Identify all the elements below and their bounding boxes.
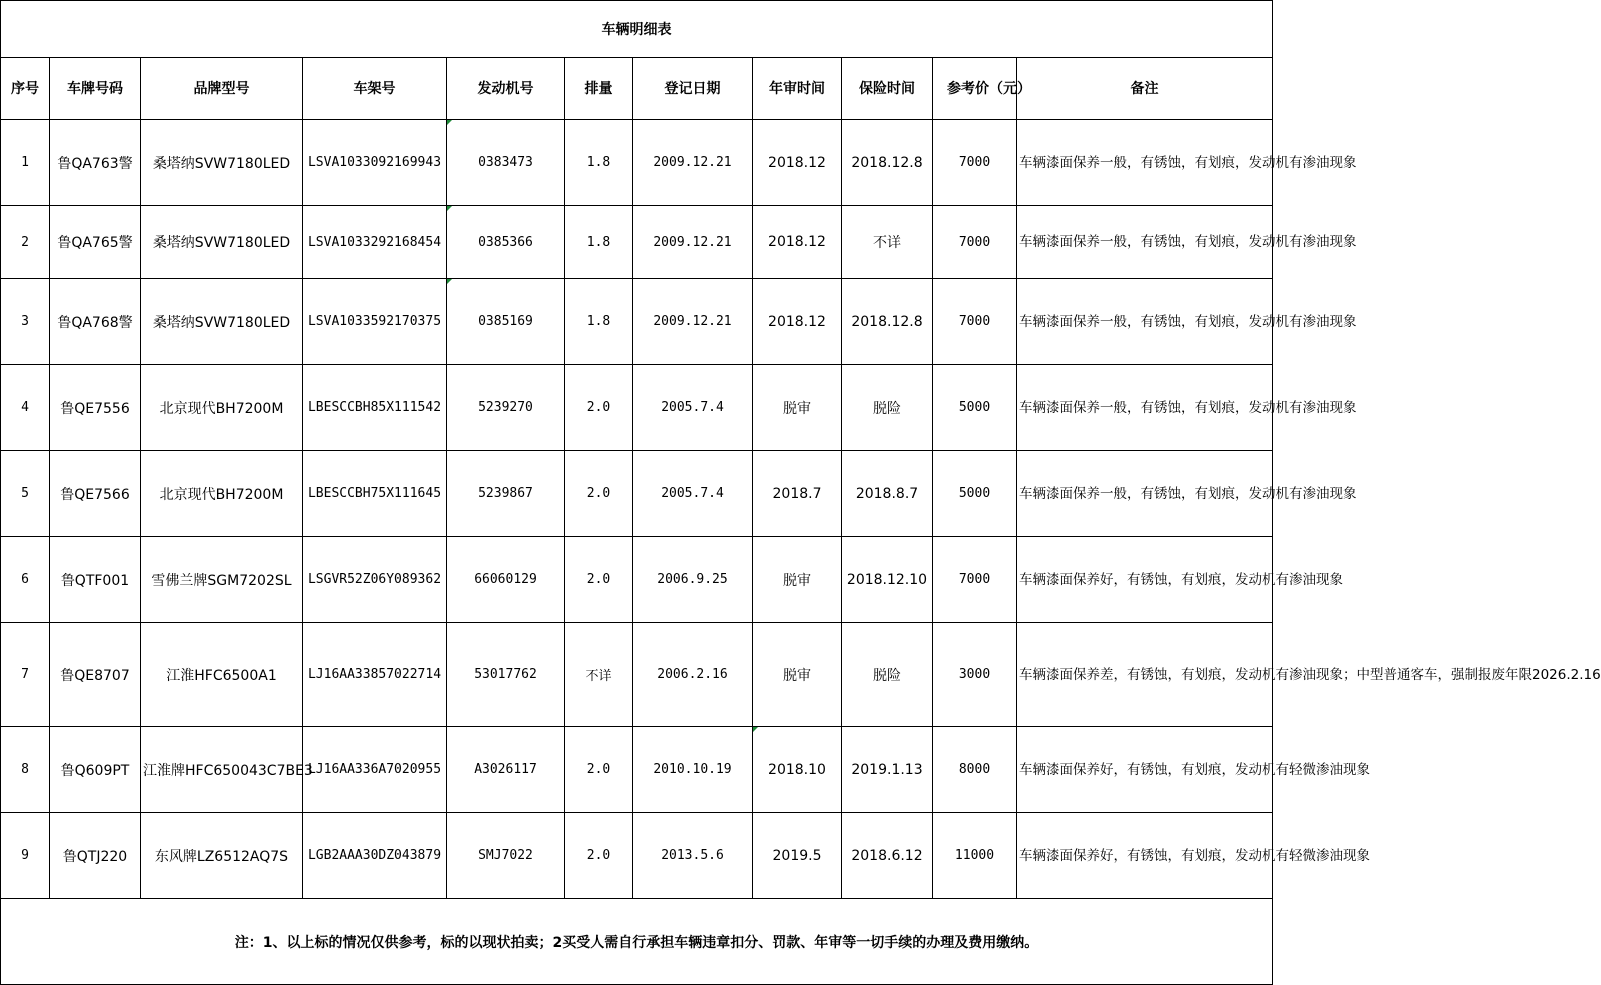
vin-cell: LJ16AA33857022714: [303, 623, 447, 727]
vin-cell: LGB2AAA30DZ043879: [303, 813, 447, 899]
inspection-cell: 2018.12: [753, 206, 842, 279]
displacement-cell: 2.0: [565, 727, 633, 813]
seq-cell: 2: [1, 206, 50, 279]
header-seq: 序号: [1, 58, 50, 120]
remarks-cell: 车辆漆面保养好，有锈蚀，有划痕，发动机有轻微渗油现象: [1017, 813, 1273, 899]
vin-cell: LSVA1033092169943: [303, 120, 447, 206]
plate-cell: 鲁QA765警: [50, 206, 141, 279]
inspection-cell: 脱审: [753, 623, 842, 727]
engine-cell: 66060129: [447, 537, 565, 623]
table-title: 车辆明细表: [1, 1, 1273, 58]
reg-date-cell: 2009.12.21: [633, 120, 753, 206]
price-cell: 8000: [933, 727, 1017, 813]
inspection-cell: 2018.10: [753, 727, 842, 813]
insurance-cell: 不详: [842, 206, 933, 279]
insurance-cell: 2018.12.8: [842, 120, 933, 206]
model-cell: 江淮HFC6500A1: [141, 623, 303, 727]
reg-date-cell: 2013.5.6: [633, 813, 753, 899]
header-price: 参考价（元）: [933, 58, 1017, 120]
insurance-cell: 脱险: [842, 623, 933, 727]
header-engine: 发动机号: [447, 58, 565, 120]
displacement-cell: 不详: [565, 623, 633, 727]
table-row: [1, 537, 1273, 623]
insurance-cell: 2018.6.12: [842, 813, 933, 899]
price-cell: 3000: [933, 623, 1017, 727]
vin-cell: LBESCCBH85X111542: [303, 365, 447, 451]
displacement-cell: 1.8: [565, 120, 633, 206]
header-model: 品牌型号: [141, 58, 303, 120]
table-row: [1, 727, 1273, 813]
price-cell: 7000: [933, 279, 1017, 365]
insurance-cell: 2018.8.7: [842, 451, 933, 537]
insurance-cell: 2018.12.8: [842, 279, 933, 365]
engine-cell: 5239867: [447, 451, 565, 537]
vin-cell: LSVA1033292168454: [303, 206, 447, 279]
seq-cell: 4: [1, 365, 50, 451]
remarks-cell: 车辆漆面保养差，有锈蚀，有划痕，发动机有渗油现象；中型普通客车，强制报废年限2026.2.16: [1017, 623, 1273, 727]
model-cell: 桑塔纳SVW7180LED: [141, 206, 303, 279]
remarks-cell: 车辆漆面保养一般，有锈蚀，有划痕，发动机有渗油现象: [1017, 365, 1273, 451]
seq-cell: 5: [1, 451, 50, 537]
displacement-cell: 2.0: [565, 813, 633, 899]
remarks-cell: 车辆漆面保养一般，有锈蚀，有划痕，发动机有渗油现象: [1017, 120, 1273, 206]
table-row: [1, 451, 1273, 537]
header-inspection: 年审时间: [753, 58, 842, 120]
table-row: [1, 279, 1273, 365]
plate-cell: 鲁QA768警: [50, 279, 141, 365]
reg-date-cell: 2009.12.21: [633, 206, 753, 279]
engine-cell: A3026117: [447, 727, 565, 813]
header-remarks: 备注: [1017, 58, 1273, 120]
price-cell: 7000: [933, 120, 1017, 206]
price-cell: 11000: [933, 813, 1017, 899]
reg-date-cell: 2006.9.25: [633, 537, 753, 623]
insurance-cell: 2019.1.13: [842, 727, 933, 813]
engine-cell: 0385169: [447, 279, 565, 365]
remarks-cell: 车辆漆面保养一般，有锈蚀，有划痕，发动机有渗油现象: [1017, 279, 1273, 365]
vin-cell: LSVA1033592170375: [303, 279, 447, 365]
price-cell: 7000: [933, 206, 1017, 279]
plate-cell: 鲁QE8707: [50, 623, 141, 727]
seq-cell: 7: [1, 623, 50, 727]
header-row: [1, 58, 1273, 120]
table-row: [1, 813, 1273, 899]
plate-cell: 鲁QE7566: [50, 451, 141, 537]
seq-cell: 3: [1, 279, 50, 365]
header-displacement: 排量: [565, 58, 633, 120]
seq-cell: 1: [1, 120, 50, 206]
reg-date-cell: 2009.12.21: [633, 279, 753, 365]
model-cell: 江淮牌HFC650043C7BE3: [141, 727, 303, 813]
price-cell: 5000: [933, 451, 1017, 537]
remarks-cell: 车辆漆面保养一般，有锈蚀，有划痕，发动机有渗油现象: [1017, 206, 1273, 279]
table-row: [1, 623, 1273, 727]
remarks-cell: 车辆漆面保养好，有锈蚀，有划痕，发动机有轻微渗油现象: [1017, 727, 1273, 813]
model-cell: 桑塔纳SVW7180LED: [141, 120, 303, 206]
remarks-cell: 车辆漆面保养好，有锈蚀，有划痕，发动机有渗油现象: [1017, 537, 1273, 623]
engine-cell: 53017762: [447, 623, 565, 727]
inspection-cell: 脱审: [753, 365, 842, 451]
displacement-cell: 2.0: [565, 451, 633, 537]
seq-cell: 6: [1, 537, 50, 623]
plate-cell: 鲁QE7556: [50, 365, 141, 451]
model-cell: 桑塔纳SVW7180LED: [141, 279, 303, 365]
reg-date-cell: 2005.7.4: [633, 451, 753, 537]
remarks-cell: 车辆漆面保养一般，有锈蚀，有划痕，发动机有渗油现象: [1017, 451, 1273, 537]
inspection-cell: 2018.7: [753, 451, 842, 537]
price-cell: 7000: [933, 537, 1017, 623]
vin-cell: LBESCCBH75X111645: [303, 451, 447, 537]
displacement-cell: 1.8: [565, 279, 633, 365]
table-row: [1, 365, 1273, 451]
displacement-cell: 1.8: [565, 206, 633, 279]
table-row: [1, 120, 1273, 206]
model-cell: 北京现代BH7200M: [141, 451, 303, 537]
engine-cell: SMJ7022: [447, 813, 565, 899]
displacement-cell: 2.0: [565, 365, 633, 451]
header-insurance: 保险时间: [842, 58, 933, 120]
displacement-cell: 2.0: [565, 537, 633, 623]
inspection-cell: 脱审: [753, 537, 842, 623]
insurance-cell: 脱险: [842, 365, 933, 451]
footer-note: 注：1、以上标的情况仅供参考，标的以现状拍卖；2买受人需自行承担车辆违章扣分、罚款、年审等一切手续的办理及费用缴纳。: [1, 899, 1273, 985]
model-cell: 东风牌LZ6512AQ7S: [141, 813, 303, 899]
plate-cell: 鲁QTJ220: [50, 813, 141, 899]
header-plate: 车牌号码: [50, 58, 141, 120]
seq-cell: 9: [1, 813, 50, 899]
seq-cell: 8: [1, 727, 50, 813]
plate-cell: 鲁Q609PT: [50, 727, 141, 813]
engine-cell: 0383473: [447, 120, 565, 206]
reg-date-cell: 2010.10.19: [633, 727, 753, 813]
insurance-cell: 2018.12.10: [842, 537, 933, 623]
engine-cell: 0385366: [447, 206, 565, 279]
model-cell: 雪佛兰牌SGM7202SL: [141, 537, 303, 623]
table-row: [1, 206, 1273, 279]
inspection-cell: 2018.12: [753, 279, 842, 365]
reg-date-cell: 2006.2.16: [633, 623, 753, 727]
vin-cell: LJ16AA336A7020955: [303, 727, 447, 813]
header-vin: 车架号: [303, 58, 447, 120]
plate-cell: 鲁QA763警: [50, 120, 141, 206]
model-cell: 北京现代BH7200M: [141, 365, 303, 451]
header-reg-date: 登记日期: [633, 58, 753, 120]
inspection-cell: 2018.12: [753, 120, 842, 206]
price-cell: 5000: [933, 365, 1017, 451]
engine-cell: 5239270: [447, 365, 565, 451]
vin-cell: LSGVR52Z06Y089362: [303, 537, 447, 623]
plate-cell: 鲁QTF001: [50, 537, 141, 623]
reg-date-cell: 2005.7.4: [633, 365, 753, 451]
inspection-cell: 2019.5: [753, 813, 842, 899]
